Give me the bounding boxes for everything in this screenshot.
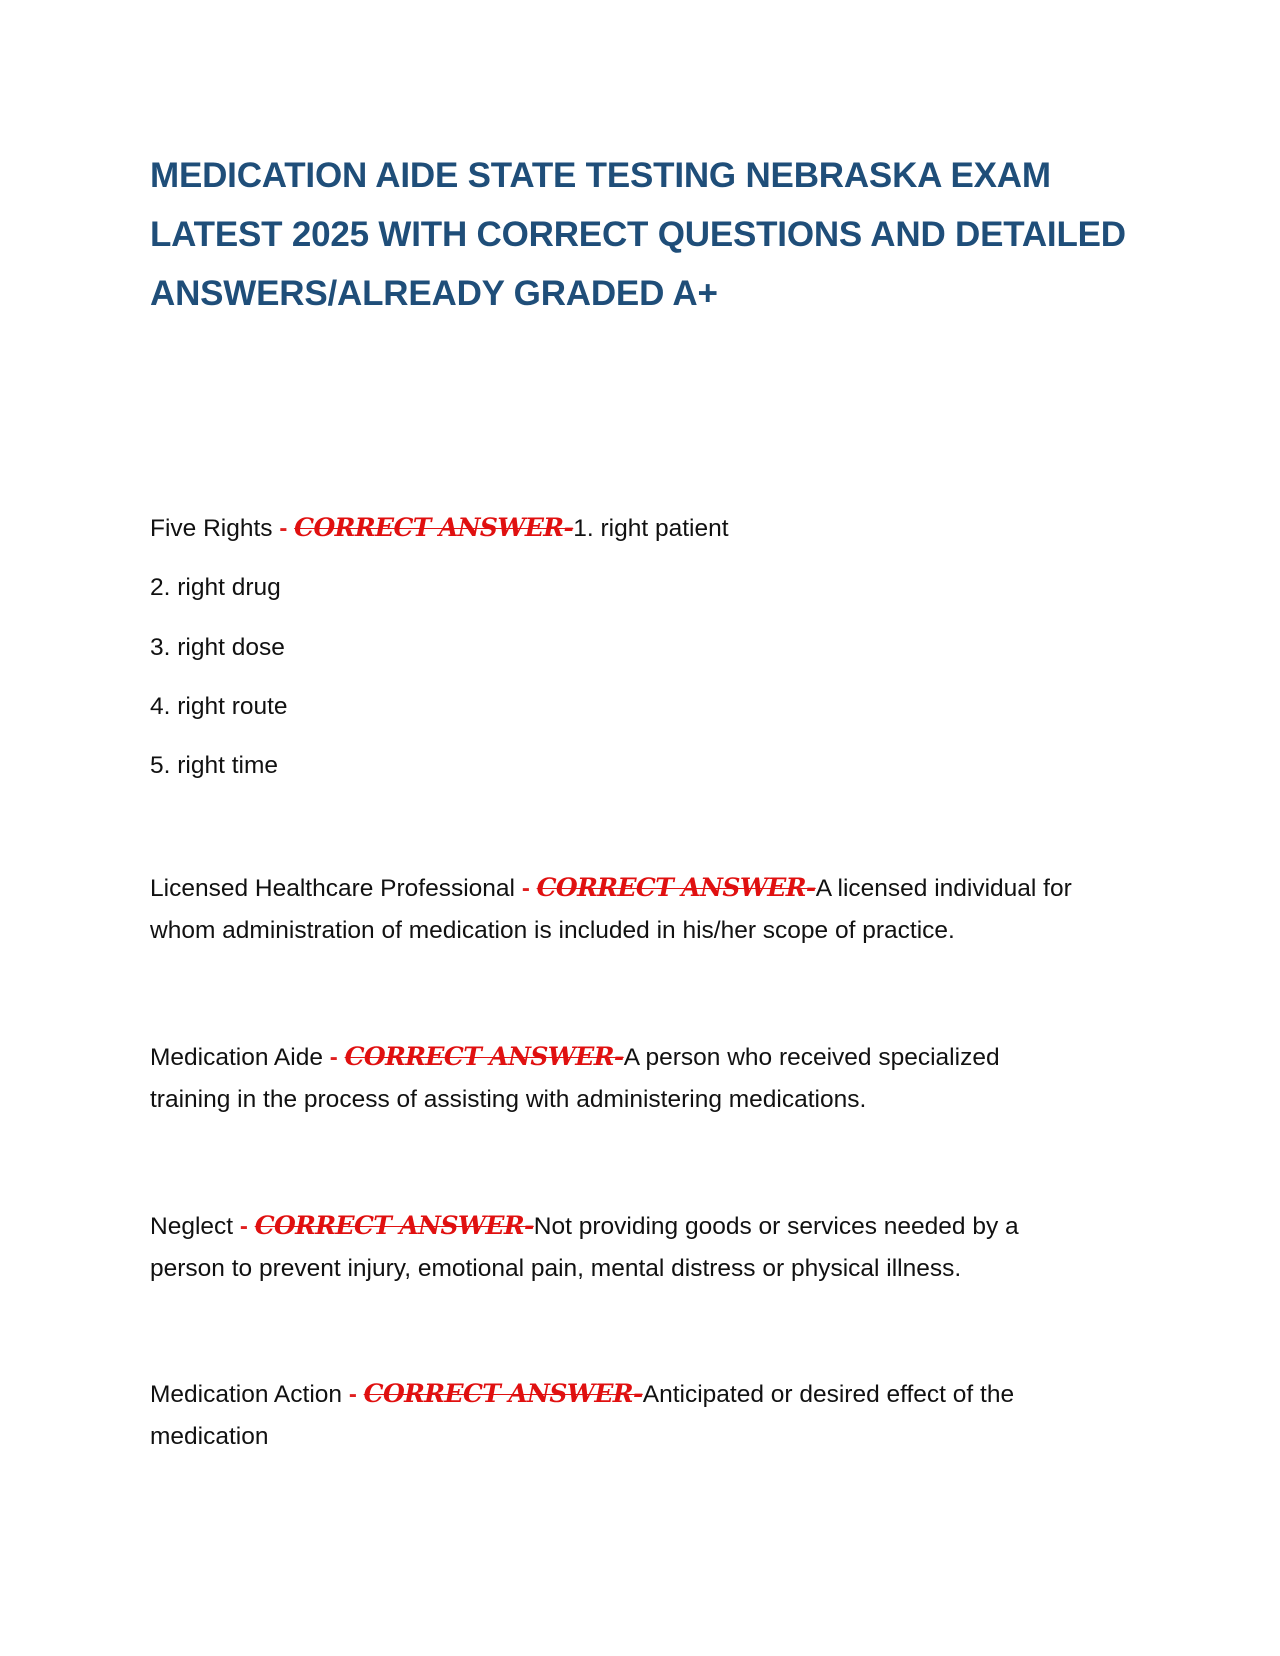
correct-answer-label: CORRECT ANSWER- [536, 873, 816, 902]
title-line: ANSWERS/ALREADY GRADED A+ [150, 274, 718, 313]
question-term: Licensed Healthcare Professional [150, 875, 515, 902]
answer-list-item: 4. right route [150, 693, 288, 720]
answer-list-item: 2. right drug [150, 574, 281, 601]
answer-list-item: 5. right time [150, 752, 278, 779]
correct-answer-label: CORRECT ANSWER- [363, 1379, 643, 1408]
correct-answer-label: CORRECT ANSWER- [254, 1211, 534, 1240]
answer-text: A licensed individual for [815, 875, 1072, 902]
title-line: MEDICATION AIDE STATE TESTING NEBRASKA EXAM [150, 156, 1051, 195]
answer-dash: - [279, 515, 288, 542]
qa-entry-licensed-healthcare-professional [150, 867, 1150, 952]
qa-first-line [150, 867, 1150, 910]
qa-entry-medication-aide [150, 1036, 1150, 1121]
answer-list-item: 3. right dose [150, 634, 285, 661]
answer-continuation: training in the process of assisting with administering medications. [150, 1086, 867, 1113]
question-term: Neglect [150, 1213, 234, 1240]
answer-dash: - [329, 1044, 338, 1071]
qa-entry-neglect [150, 1205, 1150, 1290]
title-line: LATEST 2025 WITH CORRECT QUESTIONS AND DETAILED [150, 215, 1126, 254]
qa-entry-medication-action [150, 1373, 1150, 1458]
answer-text: A person who received specialized [623, 1044, 1000, 1071]
qa-first-line [150, 1036, 1150, 1079]
qa-first-line [150, 1205, 1150, 1248]
answer-continuation: whom administration of medication is included in his/her scope of practice. [150, 917, 955, 944]
correct-answer-label: CORRECT ANSWER- [344, 1042, 624, 1071]
answer-text: 1. right patient [573, 515, 729, 542]
qa-entry-five-rights [150, 513, 729, 544]
question-term: Medication Action [150, 1381, 343, 1408]
answer-continuation: person to prevent injury, emotional pain, mental distress or physical illness. [150, 1255, 962, 1282]
correct-answer-label: CORRECT ANSWER- [294, 513, 574, 542]
answer-text: Not providing goods or services needed by a [533, 1213, 1019, 1240]
answer-dash: - [239, 1213, 248, 1240]
document-title [150, 146, 1150, 323]
answer-continuation: medication [150, 1423, 269, 1450]
question-term: Five Rights [150, 515, 273, 542]
answer-text: Anticipated or desired effect of the [642, 1381, 1015, 1408]
qa-first-line [150, 1373, 1150, 1416]
answer-dash: - [348, 1381, 357, 1408]
question-term: Medication Aide [150, 1044, 323, 1071]
answer-dash: - [521, 875, 530, 902]
